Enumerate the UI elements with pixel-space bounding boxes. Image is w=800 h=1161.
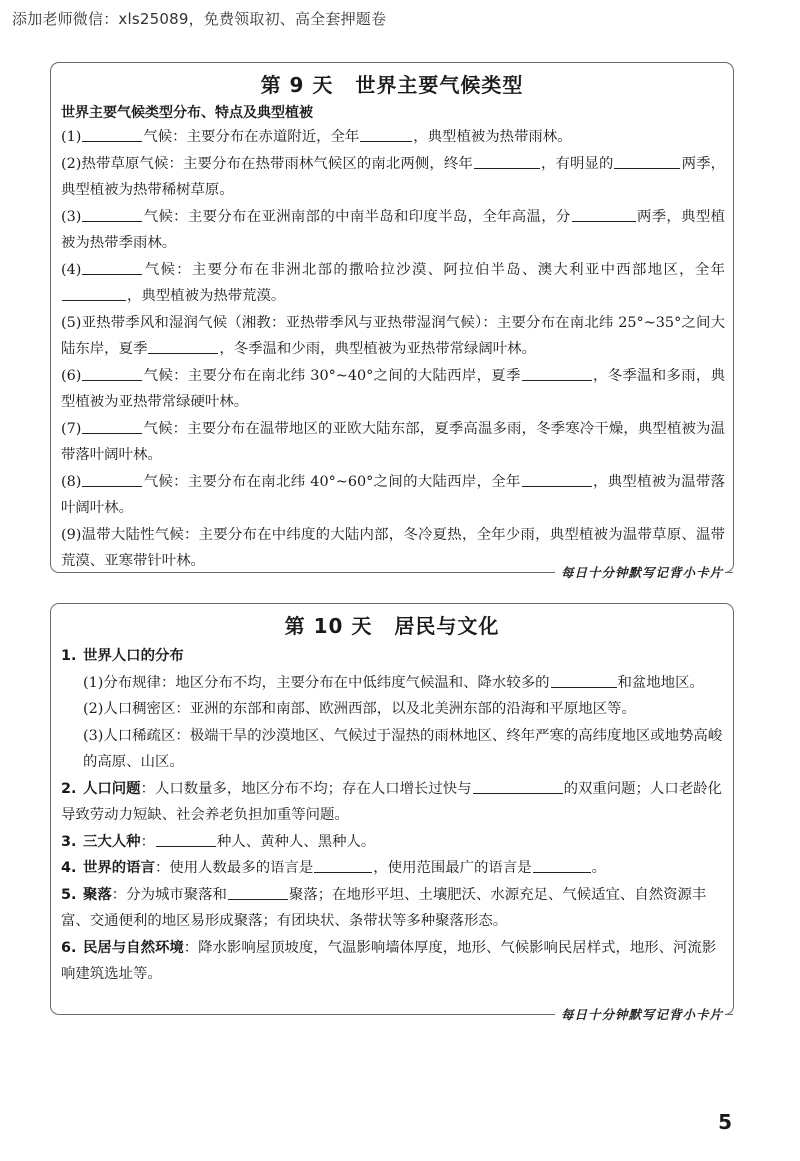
fill-blank[interactable] [82, 126, 142, 142]
section-1-heading: 1. 世界人口的分布 [61, 648, 184, 664]
fill-blank[interactable] [551, 672, 617, 688]
fill-blank[interactable] [82, 259, 142, 275]
climate-item-5: (5)亚热带季风和湿润气候（湘教：亚热带季风与亚热带湿润气候）：主要分布在南北纬 25°~35°之间大陆东岸，夏季 ，冬季温和少雨，典型植被为亚热带常绿阔叶林。 [61, 314, 725, 357]
fill-blank[interactable] [360, 126, 412, 142]
fill-blank[interactable] [82, 418, 142, 434]
climate-item-1: (1) 气候：主要分布在赤道附近，全年 ，典型植被为热带雨林。 [61, 124, 725, 151]
card-title [51, 69, 733, 98]
card-footer-label: 每日十分钟默写记背小卡片 [555, 563, 725, 581]
section-3: 3. 三大人种： 种人、黄种人、黑种人。 [61, 829, 725, 856]
card-day-9 [50, 62, 734, 580]
section-subheading: 世界主要气候类型分布、特点及典型植被 [61, 105, 313, 121]
section-1-item-b: (2)人口稠密区：亚洲的东部和南部、欧洲西部，以及北美洲东部的沿海和平原地区等。 [83, 701, 636, 717]
card-heading: 居民与文化 [394, 614, 500, 638]
fill-blank[interactable] [522, 365, 592, 381]
section-6: 6. 民居与自然环境：降水影响屋顶坡度，气温影响墙体厚度，地形、气候影响民居样式，地形、河流影响建筑选址等。 [61, 939, 717, 982]
climate-item-9: (9)温带大陆性气候：主要分布在中纬度的大陆内部，冬冷夏热，全年少雨，典型植被为温带草原、温带荒漠、亚寒带针叶林。 [61, 526, 725, 569]
fill-blank[interactable] [148, 338, 218, 354]
fill-blank[interactable] [473, 778, 563, 794]
climate-item-6: (6) 气候：主要分布在南北纬 30°~40°之间的大陆西岸，夏季 ，冬季温和多雨，典型植被为亚热带常绿硬叶林。 [61, 363, 725, 416]
section-1-item-c: (3)人口稀疏区：极端干旱的沙漠地区、气候过于湿热的雨林地区、终年严寒的高纬度地区或地势高峻的高原、山区。 [83, 727, 723, 770]
section-5: 5. 聚落：分为城市聚落和 聚落；在地形平坦、土壤肥沃、水源充足、气候适宜、自然资源丰富、交通便利的地区易形成聚落；有团块状、条带状等多种聚落形态。 [61, 882, 725, 935]
climate-item-7: (7) 气候：主要分布在温带地区的亚欧大陆东部，夏季高温多雨，冬季寒冷干燥，典型植被为温带落叶阔叶林。 [61, 416, 725, 469]
section-1-item-a: (1)分布规律：地区分布不均，主要分布在中低纬度气候温和、降水较多的 和盆地地区。 [61, 670, 725, 697]
page-number: 5 [718, 1110, 732, 1134]
fill-blank[interactable] [62, 285, 126, 301]
card-day-label: 第 10 天 [284, 614, 373, 638]
card-title [51, 610, 733, 639]
fill-blank[interactable] [228, 884, 288, 900]
watermark-text: 添加老师微信：xls25089，免费领取初、高全套押题卷 [12, 10, 387, 28]
section-4: 4. 世界的语言：使用人数最多的语言是 ，使用范围最广的语言是 。 [61, 855, 725, 882]
fill-blank[interactable] [533, 857, 591, 873]
fill-blank[interactable] [614, 153, 680, 169]
fill-blank[interactable] [522, 471, 592, 487]
fill-blank[interactable] [82, 365, 142, 381]
card-content [51, 643, 733, 988]
fill-blank[interactable] [82, 206, 142, 222]
fill-blank[interactable] [314, 857, 372, 873]
climate-item-4: (4) 气候：主要分布在非洲北部的撒哈拉沙漠、阿拉伯半岛、澳大利亚中西部地区，全年，典型植被为热带荒漠。 [61, 257, 725, 310]
fill-blank[interactable] [572, 206, 636, 222]
card-day-label: 第 9 天 [260, 73, 334, 97]
climate-item-2: (2)热带草原气候：主要分布在热带雨林气候区的南北两侧，终年 ，有明显的 两季，典型植被为热带稀树草原。 [61, 151, 725, 204]
card-heading: 世界主要气候类型 [355, 73, 524, 97]
section-2: 2. 人口问题：人口数量多，地区分布不均；存在人口增长过快与 的双重问题；人口老龄化导致劳动力短缺、社会养老负担加重等问题。 [61, 776, 725, 829]
fill-blank[interactable] [82, 471, 142, 487]
climate-item-8: (8) 气候：主要分布在南北纬 40°~60°之间的大陆西岸，全年 ，典型植被为温带落叶阔叶林。 [61, 469, 725, 522]
fill-blank[interactable] [474, 153, 540, 169]
card-footer-label: 每日十分钟默写记背小卡片 [555, 1005, 725, 1023]
climate-item-3: (3) 气候：主要分布在亚洲南部的中南半岛和印度半岛，全年高温，分 两季，典型植被为热带季雨林。 [61, 204, 725, 257]
fill-blank[interactable] [156, 831, 216, 847]
card-content [51, 102, 733, 575]
card-day-10 [50, 603, 734, 1022]
